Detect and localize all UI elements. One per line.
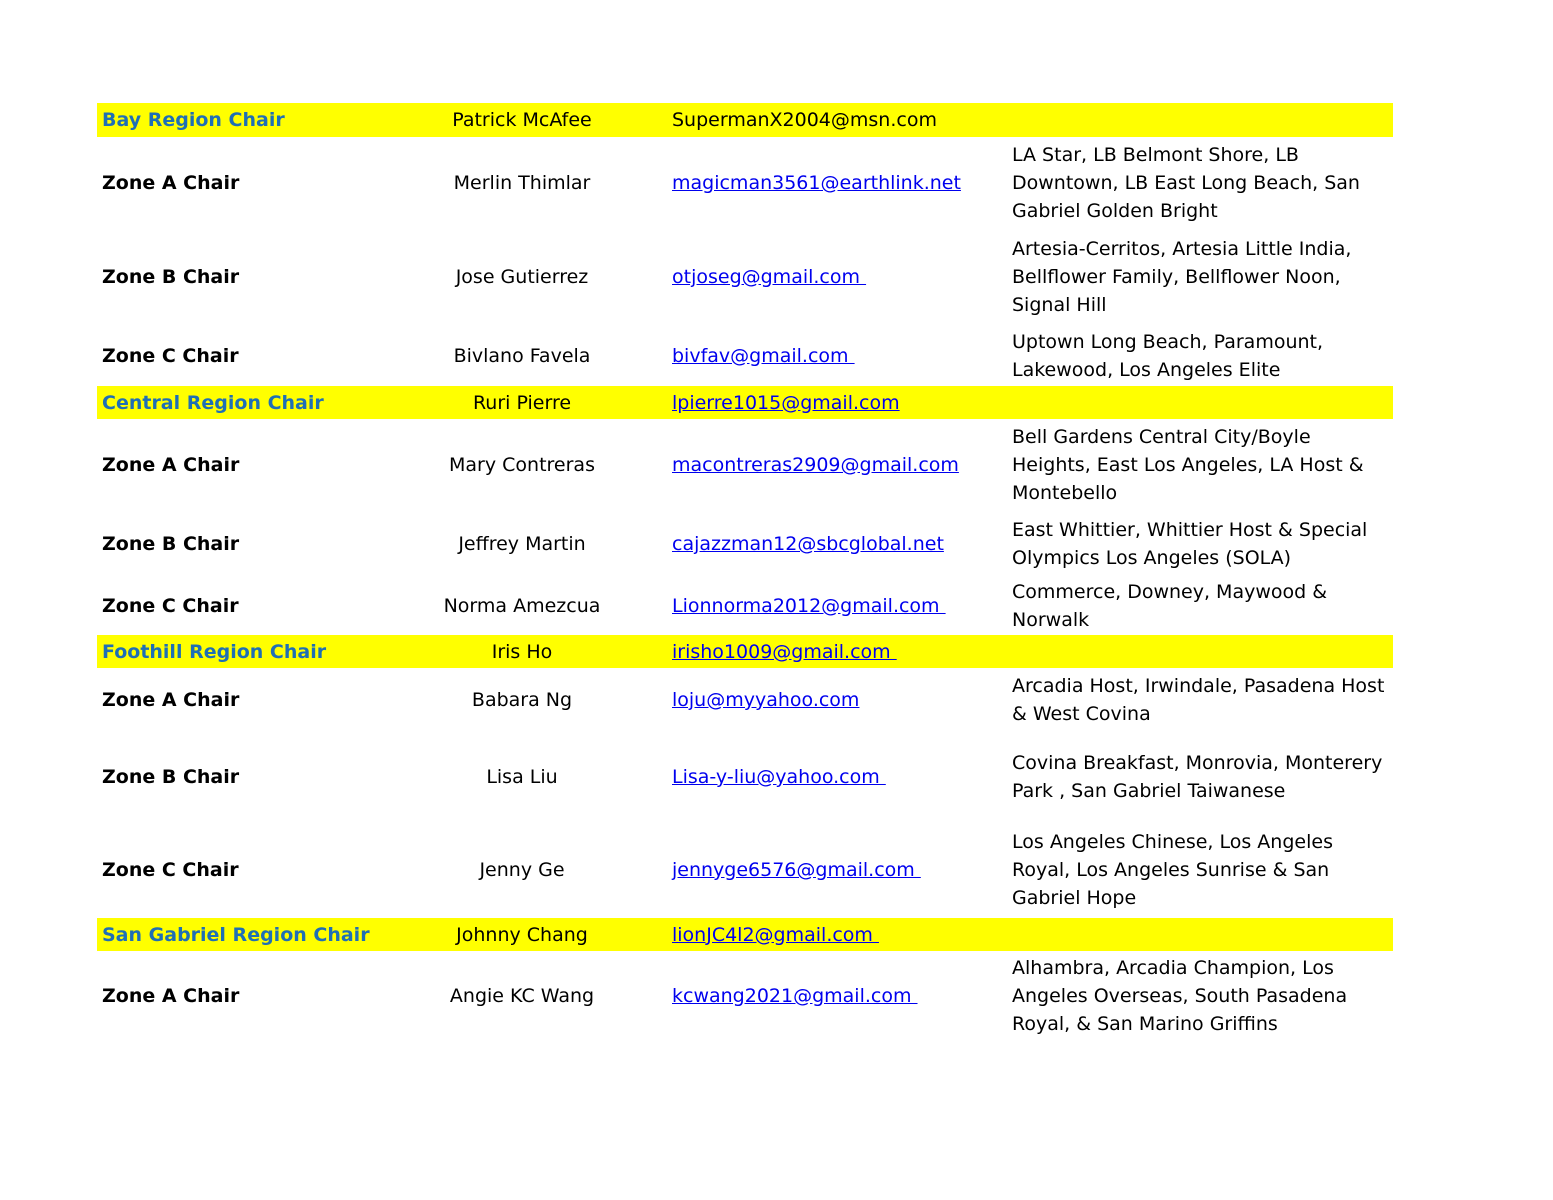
role-title: Zone C Chair [102, 595, 239, 617]
role-title: Zone B Chair [102, 533, 240, 555]
email-link[interactable]: otjoseg@gmail.com [672, 266, 867, 288]
role-title: Zone C Chair [102, 344, 239, 367]
clubs-list: Covina Breakfast, Monrovia, Monterery Park , San Gabriel Taiwanese [1012, 752, 1383, 802]
role-title: Bay Region Chair [102, 109, 285, 131]
chair-name: Patrick McAfee [452, 109, 592, 131]
email-link[interactable]: magicman3561@earthlink.net [672, 172, 961, 194]
email-link[interactable]: irisho1009@gmail.com [672, 640, 897, 663]
clubs-list: Alhambra, Arcadia Champion, Los Angeles Overseas, South Pasadena Royal, & San Marino Griffins [1012, 957, 1348, 1035]
clubs-list [1012, 918, 1392, 951]
chair-name: Merlin Thimlar [453, 172, 591, 194]
table-row [97, 386, 1393, 419]
email-cell [672, 419, 1002, 511]
table-row [97, 137, 1393, 229]
chair-name: Iris Ho [491, 640, 553, 663]
clubs-list [1012, 635, 1392, 668]
email-link[interactable]: lpierre1015@gmail.com [672, 391, 900, 414]
clubs-list: Bell Gardens Central City/Boyle Heights, East Los Angeles, LA Host & Montebello [1012, 426, 1364, 504]
chair-name: Johnny Chang [456, 923, 588, 946]
email-cell [672, 325, 1002, 386]
table-row [97, 103, 1393, 137]
email-cell [672, 511, 1002, 577]
clubs-list: Commerce, Downey, Maywood & Norwalk [1012, 581, 1328, 631]
email-cell [672, 918, 1002, 951]
chair-name: Bivlano Favela [453, 344, 591, 367]
email-link[interactable]: jennyge6576@gmail.com [672, 859, 921, 881]
table-row [97, 918, 1393, 951]
table-row [97, 325, 1393, 386]
email-link[interactable]: kcwang2021@gmail.com [672, 985, 918, 1007]
email-link[interactable]: Lisa-y-liu@yahoo.com [672, 766, 886, 788]
role-title: Zone A Chair [102, 172, 240, 194]
email-cell [672, 668, 1002, 732]
chair-name: Jeffrey Martin [458, 533, 586, 555]
email-cell [672, 951, 1002, 1041]
table-row [97, 229, 1393, 325]
email-cell [672, 137, 1002, 229]
table-row [97, 511, 1393, 577]
email-link[interactable]: macontreras2909@gmail.com [672, 454, 959, 476]
role-title: Zone A Chair [102, 689, 240, 711]
role-title: Zone B Chair [102, 766, 240, 788]
email-link[interactable]: lionJC4l2@gmail.com [672, 923, 879, 946]
clubs-list: LA Star, LB Belmont Shore, LB Downtown, LB East Long Beach, San Gabriel Golden Bright [1012, 144, 1360, 222]
table-row [97, 419, 1393, 511]
role-title: Zone A Chair [102, 985, 240, 1007]
chair-name: Ruri Pierre [472, 391, 572, 414]
role-title: Zone B Chair [102, 266, 240, 288]
chair-name: Norma Amezcua [443, 595, 601, 617]
email-cell [672, 732, 1002, 822]
role-title: Zone C Chair [102, 859, 239, 881]
chair-name: Lisa Liu [486, 766, 558, 788]
email-cell [672, 577, 1002, 635]
chair-name: Jenny Ge [479, 859, 565, 881]
table-row [97, 577, 1393, 635]
email-link[interactable]: Lionnorma2012@gmail.com [672, 595, 946, 617]
email-text: SupermanX2004@msn.com [672, 109, 937, 131]
table-row [97, 951, 1393, 1041]
role-title: San Gabriel Region Chair [102, 923, 370, 946]
clubs-list: East Whittier, Whittier Host & Special Olympics Los Angeles (SOLA) [1012, 519, 1368, 569]
chair-name: Mary Contreras [449, 454, 595, 476]
table-row [97, 822, 1393, 918]
role-title: Central Region Chair [102, 391, 324, 414]
table-row [97, 635, 1393, 668]
email-cell [672, 229, 1002, 325]
clubs-list: Uptown Long Beach, Paramount, Lakewood, Los Angeles Elite [1012, 330, 1324, 381]
email-cell [672, 386, 1002, 419]
chair-name: Babara Ng [471, 689, 573, 711]
email-cell [672, 635, 1002, 668]
chair-name: Jose Gutierrez [455, 266, 589, 288]
table-row [97, 732, 1393, 822]
clubs-list: Los Angeles Chinese, Los Angeles Royal, Los Angeles Sunrise & San Gabriel Hope [1012, 831, 1333, 909]
table-row [97, 668, 1393, 732]
clubs-list [1012, 103, 1392, 137]
role-title: Zone A Chair [102, 454, 240, 476]
email-cell [672, 103, 1002, 137]
email-link[interactable]: cajazzman12@sbcglobal.net [672, 533, 944, 555]
clubs-list: Artesia-Cerritos, Artesia Little India, Bellflower Family, Bellflower Noon, Signal Hill [1012, 238, 1352, 316]
clubs-list: Arcadia Host, Irwindale, Pasadena Host & West Covina [1012, 675, 1385, 725]
clubs-list [1012, 386, 1392, 419]
chair-name: Angie KC Wang [449, 985, 595, 1007]
email-cell [672, 822, 1002, 918]
role-title: Foothill Region Chair [102, 640, 327, 663]
email-link[interactable]: loju@myyahoo.com [672, 689, 860, 711]
email-link[interactable]: bivfav@gmail.com [672, 344, 855, 367]
